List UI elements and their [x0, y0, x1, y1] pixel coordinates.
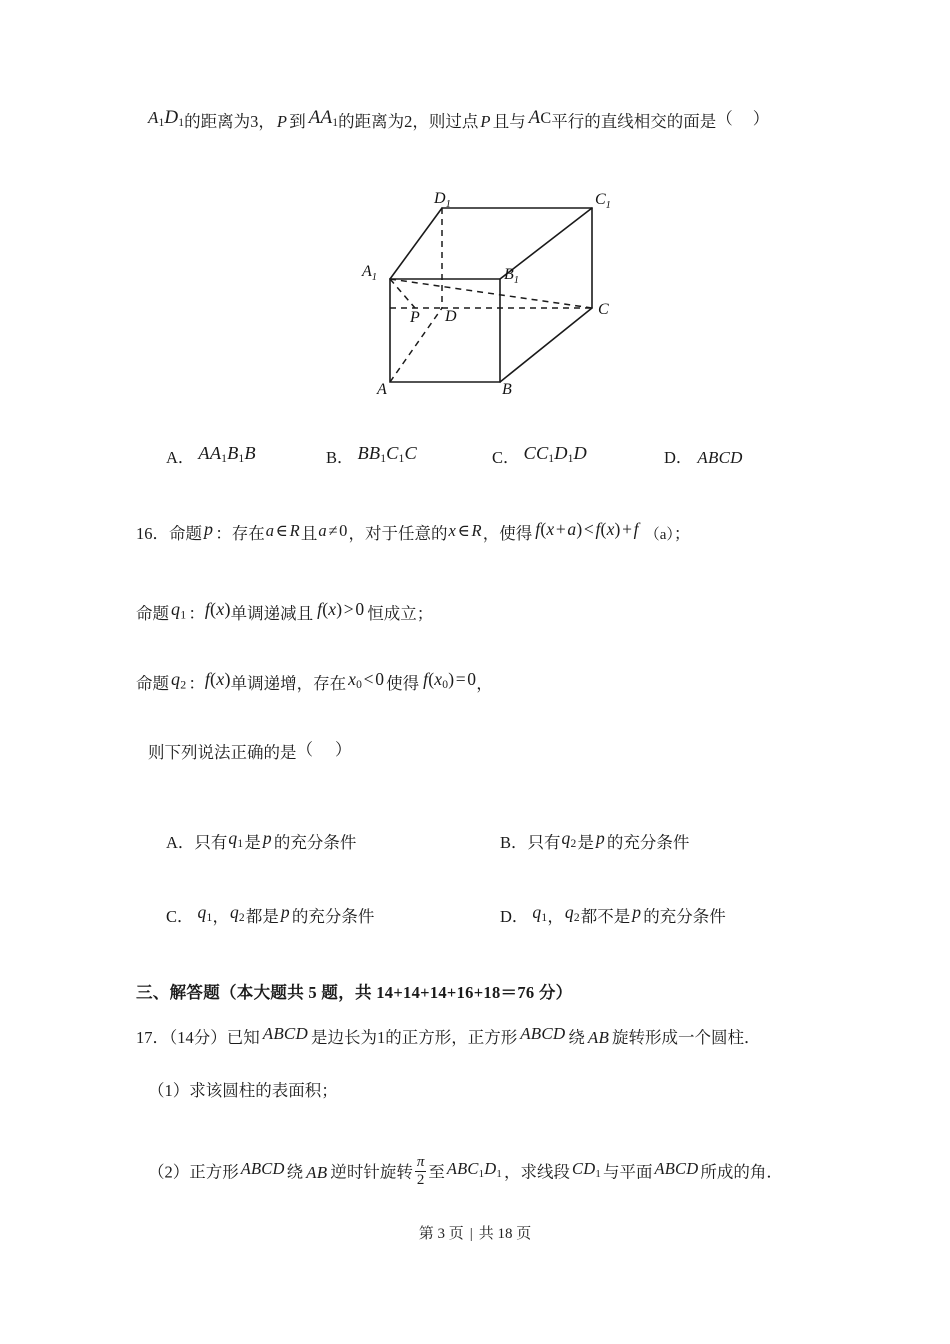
q16-l1-t1: 存在 — [231, 524, 265, 543]
q16-l1-m3: x∈R — [448, 521, 482, 540]
q16-choice-b[interactable] — [500, 829, 689, 854]
q16-choice-c-comma: ， — [212, 907, 229, 926]
q16-l1-t2: 且 — [300, 524, 318, 543]
q16-choice-a-pre: 只有 — [194, 833, 228, 852]
q16-l1-t3: ，对于任意的 — [348, 524, 448, 543]
q17-number: 17． — [136, 1028, 169, 1047]
q16-choice-c[interactable] — [166, 903, 374, 928]
q16-prop-q2: $q_2$ — [171, 669, 187, 692]
q15-choice-d[interactable] — [664, 444, 743, 468]
q17-stem-t1: 已知 — [226, 1028, 260, 1047]
q16-choice-b-pre: 只有 — [527, 833, 561, 852]
q15-stem-part6: 且与 — [492, 112, 526, 131]
vertex-label-A: A — [377, 381, 387, 398]
q15-answer-bracket-close: ） — [752, 109, 770, 128]
vertex-label-D: D — [445, 308, 457, 325]
q16-choice-a-mid: 是 — [244, 833, 261, 852]
q16-l3-t2: 使得 — [386, 674, 420, 693]
q17-score: （14分） — [169, 1028, 227, 1047]
q16-number: 16． — [136, 524, 169, 543]
q15-stem-part1: 的距离为 — [184, 112, 251, 131]
q16-choice-c-mid: 都是 — [245, 907, 279, 926]
q16-choice-c-post: 的充分条件 — [291, 907, 375, 926]
q17-stem-t2: 是边长为 — [310, 1028, 377, 1047]
q15-choice-c-text: $CC_1D_1D$ — [523, 443, 587, 466]
q16-line-2 — [136, 599, 434, 625]
q15-distance-2: 2 — [404, 112, 413, 131]
q16-l3-t3: ， — [476, 674, 493, 693]
q16-choice-d-comma: ， — [547, 907, 564, 926]
q15-choice-c-label: C． — [492, 448, 520, 467]
math-p-2: P — [480, 112, 491, 131]
vertex-label-D1: $D_1$ — [434, 190, 451, 210]
q16-choice-b-mid: 是 — [577, 833, 594, 852]
q16-choice-d[interactable] — [500, 903, 726, 928]
q15-stem-part4: 的距离为 — [338, 112, 405, 131]
vertex-label-B: B — [502, 381, 512, 398]
q16-prop-p: p — [204, 519, 214, 539]
q16-choice-c-q2: $q_2$ — [229, 902, 245, 925]
q16-l2-m2: f(x)>0 — [317, 599, 365, 619]
vertex-label-C: C — [598, 301, 609, 318]
q16-line-1 — [136, 519, 691, 544]
q16-choice-d-q1: $q_1$ — [532, 902, 548, 925]
q16-l2-t1: 单调递减且 — [230, 604, 314, 623]
q16-line-3 — [136, 669, 493, 696]
math-p-1: P — [276, 112, 288, 131]
q17-stem-t3: 的正方形，正方形 — [385, 1028, 518, 1047]
q16-choice-b-post: 的充分条件 — [606, 833, 690, 852]
q15-stem-line — [148, 107, 770, 133]
q17-p2-m5: ABCD — [654, 1158, 699, 1178]
q16-l3-prefix: 命题 — [136, 674, 169, 693]
q17-stem-t5: 旋转形成一个圆柱． — [612, 1028, 761, 1047]
q16-prop-q1: $q_1$ — [171, 599, 187, 622]
vertex-label-A1: $A_1$ — [362, 263, 378, 283]
q17-p2-t2: 绕 — [286, 1162, 304, 1182]
q16-choice-b-p: p — [595, 828, 605, 848]
q16-choice-d-post: 的充分条件 — [643, 907, 726, 926]
q16-l3-m2: $x_0<0$ — [348, 669, 385, 692]
q17-frac-denominator: 2 — [416, 1172, 425, 1188]
q17-p2-t5: ，求线段 — [504, 1162, 570, 1182]
q16-l4-text: 则下列说法正确的是 — [148, 743, 297, 762]
q15-choice-b-text: $BB_1C_1C$ — [357, 443, 417, 466]
q16-l1-prefix: 命题 — [169, 524, 202, 543]
q16-choice-c-q1: $q_1$ — [197, 902, 213, 925]
q15-stem-part2: ， — [258, 112, 275, 131]
q16-choice-d-mid: 都不是 — [580, 907, 631, 926]
q16-l1-m1: a∈R — [265, 521, 300, 540]
q16-choice-d-label: D． — [500, 907, 529, 926]
q16-l1-m2: a≠0 — [318, 521, 348, 540]
vertex-label-P: P — [410, 309, 420, 326]
q17-p2-t4: 至 — [428, 1162, 445, 1182]
q16-l2-prefix: 命题 — [136, 604, 169, 623]
math-a1d1: $A_1D_1$ — [148, 107, 185, 130]
q16-choice-a-label: A． — [166, 833, 195, 852]
q17-stem-n1: 1 — [376, 1028, 386, 1047]
q16-l1-semicolon: ； — [673, 524, 691, 543]
q16-choice-a-q: $q_1$ — [228, 828, 244, 851]
footer-separator: | — [469, 1226, 473, 1242]
q16-choice-a-p: p — [262, 828, 272, 848]
vertex-label-C1: $C_1$ — [595, 191, 611, 211]
q17-p2-t3: 逆时针旋转 — [330, 1162, 413, 1182]
q16-choice-a-post: 的充分条件 — [273, 833, 357, 852]
footer-total-pages: 共 18 页 — [478, 1226, 532, 1242]
math-ac: AC — [528, 107, 552, 128]
q16-line-4 — [148, 740, 352, 762]
cube-diagram — [352, 182, 632, 402]
page-footer — [0, 1222, 950, 1243]
q16-choice-d-q2: $q_2$ — [564, 902, 580, 925]
q16-l1-m4: f(x+a)<f(x)+f — [535, 519, 639, 539]
section-3-heading: 三、解答题（本大题共 5 题，共 14+14+14+16+18＝76 分） — [136, 983, 573, 1002]
q15-distance-1: 3 — [250, 112, 259, 131]
math-aa1: $AA_1$ — [308, 107, 339, 130]
q16-l3-t1: 单调递增，存在 — [230, 674, 347, 693]
q15-answer-bracket-open: （ — [716, 109, 733, 128]
q17-stem-t4: 绕 — [568, 1028, 585, 1047]
q16-l3-colon: ： — [188, 674, 205, 693]
q15-stem-part5: ，则过点 — [412, 112, 479, 131]
q16-l3-m1: f(x) — [204, 669, 231, 689]
q16-choice-c-label: C． — [166, 907, 194, 926]
footer-page-label: 第 3 页 — [418, 1226, 464, 1242]
q15-stem-part7: 平行的直线相交的面是 — [551, 112, 717, 131]
q17-stem-line — [136, 1024, 761, 1048]
q17-p2-m1: ABCD — [240, 1158, 285, 1178]
q17-stem-m2: ABCD — [520, 1024, 566, 1043]
q16-choice-c-p: p — [280, 902, 290, 922]
q16-l1-m5: （a） — [644, 527, 674, 543]
q17-p2-m2: AB — [306, 1162, 328, 1182]
q17-p2-t1: （2）正方形 — [148, 1162, 239, 1182]
q15-choice-a[interactable] — [166, 444, 256, 469]
q16-l2-m1: f(x) — [204, 599, 231, 619]
q16-choice-b-label: B． — [500, 833, 528, 852]
q17-p2-t6: 与平面 — [602, 1162, 653, 1182]
q17-p2-t7: 所成的角． — [700, 1162, 783, 1182]
q16-choice-a[interactable] — [166, 829, 356, 854]
q15-choice-a-text: $AA_1B_1B$ — [198, 443, 256, 466]
q15-stem-part3: 到 — [289, 112, 306, 131]
q17-p2-m4: $CD_1$ — [572, 1158, 601, 1180]
q16-answer-bracket-close: ） — [335, 740, 352, 759]
q16-l2-t2: 恒成立； — [367, 604, 434, 623]
q15-choice-c[interactable] — [492, 444, 587, 469]
q17-part-1: （1）求该圆柱的表面积； — [148, 1081, 338, 1100]
q16-choice-b-q: $q_2$ — [561, 828, 577, 851]
q16-l3-m3: $f(x_0)=0$ — [423, 669, 477, 692]
q15-choice-d-text: ABCD — [697, 448, 743, 467]
q17-p2-m3: $ABC_1D_1$ — [446, 1158, 502, 1180]
q15-choice-a-label: A． — [166, 448, 195, 467]
q16-l1-t4: ，使得 — [482, 524, 533, 543]
q17-stem-m3: AB — [587, 1028, 610, 1047]
q15-choice-b[interactable] — [326, 444, 417, 469]
q16-l2-colon: ： — [188, 604, 205, 623]
q15-choice-b-label: B． — [326, 448, 354, 467]
q17-frac-numerator: π — [416, 1154, 425, 1170]
q16-choice-d-p: p — [632, 902, 642, 922]
vertex-label-B1: $B_1$ — [504, 266, 520, 286]
q15-choice-d-label: D． — [664, 448, 693, 467]
q16-answer-bracket-open: （ — [296, 740, 313, 759]
q16-l1-colon: ： — [215, 524, 232, 543]
q17-fraction-pi-over-2 — [415, 1155, 427, 1188]
q17-part-2 — [148, 1155, 783, 1188]
q17-stem-m1: ABCD — [262, 1024, 308, 1043]
